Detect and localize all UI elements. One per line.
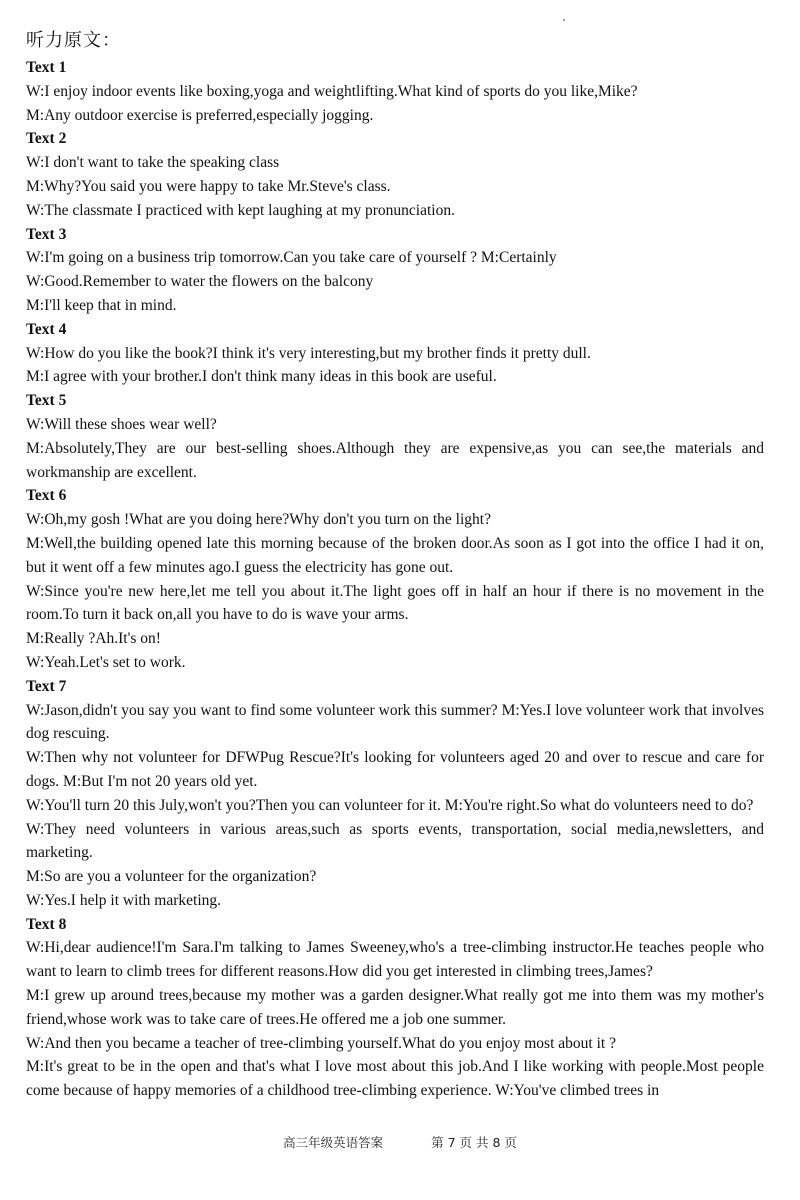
dialogue-line: W:Oh,my gosh !What are you doing here?Why don't you turn on the light? [26,511,491,529]
section-text-4 [26,318,764,389]
dialogue-line: W:Yes.I help it with marketing. [26,891,222,909]
section-text-3 [26,223,764,318]
section-text-8 [26,913,764,1103]
section-title: Text 2 [26,130,67,148]
dialogue-line: W:You'll turn 20 this July,won't you?Then you can volunteer for it. M:You're right.So what do volunteers need to do? [26,796,754,814]
section-title: Text 6 [26,487,67,505]
section-title: Text 7 [26,677,67,695]
dialogue-line: W:I enjoy indoor events like boxing,yoga and weightlifting.What kind of sports do you like,Mike? [26,82,638,100]
dialogue-line: M:Absolutely,They are our best-selling shoes.Although they are expensive,as you can see,the materials and workmanship are excellent. [26,439,764,481]
dialogue-line: W:Since you're new here,let me tell you about it.The light goes off in half an hour if there is no movement in the room.To turn it back on,all you have to do is wave your arms. [26,582,764,624]
section-title: Text 1 [26,59,67,76]
dialogue-line: M:Really ?Ah.It's on! [26,630,161,648]
dialogue-line: M:So are you a volunteer for the organization? [26,868,317,886]
dialogue-line: W:I'm going on a business trip tomorrow.Can you take care of yourself ? M:Certainly [26,249,557,267]
section-title: Text 8 [26,915,67,933]
dialogue-line: M:I agree with your brother.I don't think many ideas in this book are useful. [26,368,497,386]
dialogue-line: W:Then why not volunteer for DFWPug Rescue?It's looking for volunteers aged 20 and over to rescue and care for dogs. M:But I'm not 20 years old yet. [26,749,764,790]
dialogue-line: M:I'll keep that in mind. [26,296,177,314]
transcript-page [26,28,764,1103]
section-text-2 [26,127,764,222]
dialogue-line: W:Good.Remember to water the flowers on the balcony [26,273,374,291]
dialogue-line: M:I grew up around trees,because my mother was a garden designer.What really got me into them was my mother's friend,whose work was to take care of trees.He offered me a job one summer. [26,987,764,1028]
section-text-6 [26,484,764,674]
dialogue-line: W:I don't want to take the speaking class [26,154,280,172]
dialogue-line: W:And then you became a teacher of tree-climbing yourself.What do you enjoy most about it ? [26,1034,616,1052]
dialogue-line: M:Why?You said you were happy to take Mr.Steve's class. [26,177,391,195]
footer-document-title: 高三年级英语答案 [283,1135,384,1150]
section-text-5 [26,389,764,484]
scan-speck [563,19,565,21]
dialogue-line: M:It's great to be in the open and that's what I love most about this job.And I like working with people.Most people come because of happy memories of a childhood tree-climbing experience. W:You've climbed trees in [26,1058,764,1100]
section-text-1 [26,56,764,127]
dialogue-line: W:Hi,dear audience!I'm Sara.I'm talking to James Sweeney,who's a tree-climbing instructor.He teaches people who want to learn to climb trees for different reasons.How did you get interested in climbing trees,James? [26,939,764,981]
dialogue-line: W:They need volunteers in various areas,such as sports events, transportation, social media,newsletters, and marketing. [26,820,764,862]
section-title: Text 4 [26,320,67,338]
dialogue-line: W:Yeah.Let's set to work. [26,653,186,671]
page-footer [0,1133,800,1151]
dialogue-line: M:Well,the building opened late this morning because of the broken door.As soon as I got into the office I had it on, but it went off a few minutes ago.I guess the electricity has gone out. [26,534,764,576]
section-title: Text 3 [26,225,67,243]
page-heading: 听力原文： [26,30,121,51]
dialogue-line: W:Will these shoes wear well? [26,415,217,433]
section-text-7 [26,675,764,913]
dialogue-line: M:Any outdoor exercise is preferred,especially jogging. [26,106,374,124]
dialogue-line: W:The classmate I practiced with kept laughing at my pronunciation. [26,201,455,219]
dialogue-line: W:How do you like the book?I think it's very interesting,but my brother finds it pretty dull. [26,344,591,362]
footer-page-number: 第 7 页 共 8 页 [431,1135,517,1150]
dialogue-line: W:Jason,didn't you say you want to find some volunteer work this summer? M:Yes.I love volunteer work that involves dog rescuing. [26,701,764,743]
section-title: Text 5 [26,392,67,410]
